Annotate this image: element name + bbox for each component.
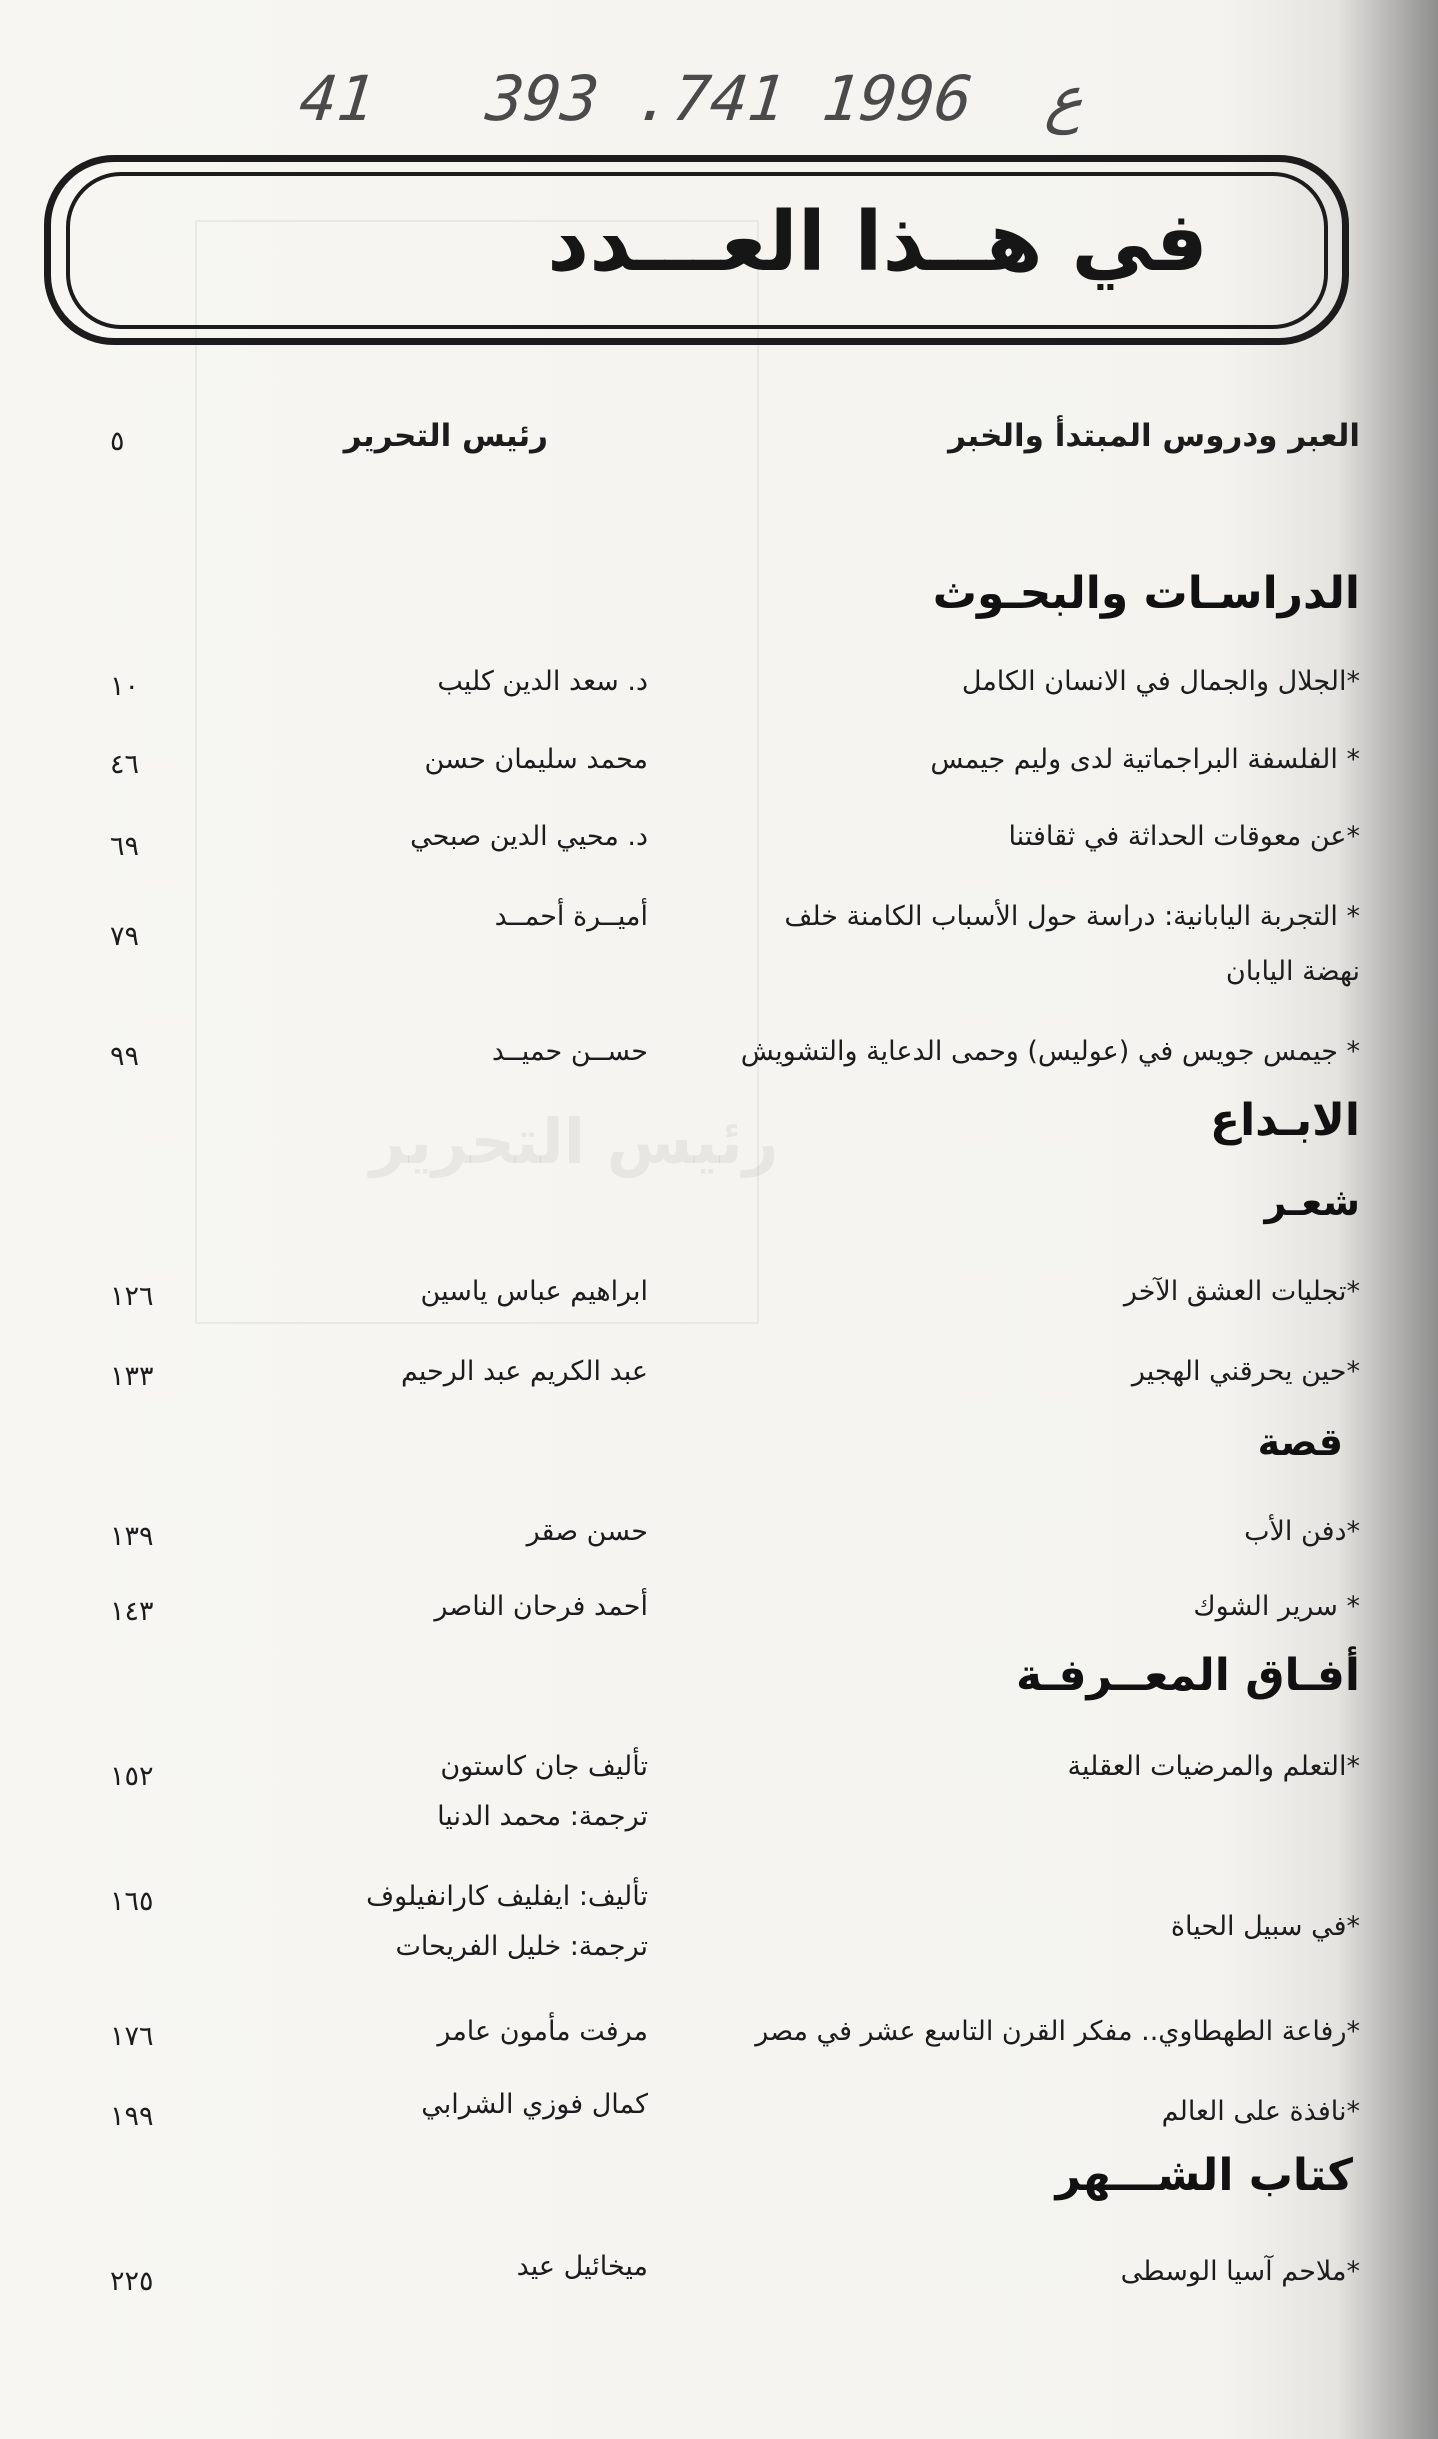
toc-entry-title-continuation: نهضة اليابان <box>1225 956 1360 987</box>
toc-entry-author: حســن حميــد <box>491 1036 648 1067</box>
toc-entry-author: محمد سليمان حسن <box>424 744 648 775</box>
toc-entry-author: د. محيي الدين صبحي <box>410 821 648 852</box>
banner-title: في هــذا العـــدد <box>547 195 1208 290</box>
toc-entry-translator: ترجمة: خليل الفريحات <box>395 1931 648 1962</box>
toc-entry-title: *في سبيل الحياة <box>1170 1911 1360 1942</box>
toc-entry-title: * سرير الشوك <box>1193 1591 1360 1622</box>
toc-entry-page: ٦٩ <box>110 831 140 862</box>
editorial-page: ٥ <box>110 426 125 457</box>
toc-entry-author: كمال فوزي الشرابي <box>421 2089 648 2120</box>
section-heading-creativity: الابـداع <box>1210 1095 1360 1146</box>
toc-entry-page: ١٣٣ <box>110 1361 154 1392</box>
toc-entry-title: *تجليات العشق الآخر <box>1123 1276 1360 1307</box>
toc-entry-translator: ترجمة: محمد الدنيا <box>437 1801 648 1832</box>
toc-entry-title: * الفلسفة البراجماتية لدى وليم جيمس <box>930 744 1360 775</box>
toc-entry-title: *حين يحرقني الهجير <box>1131 1356 1360 1387</box>
toc-entry-title: *رفاعة الطهطاوي.. مفكر القرن التاسع عشر في مصر <box>755 2016 1360 2047</box>
toc-entry-title: * جيمس جويس في (عوليس) وحمى الدعاية والتشويش <box>740 1036 1360 1067</box>
toc-entry-page: ٢٢٥ <box>110 2266 154 2297</box>
toc-entry-author: ميخائيل عيد <box>516 2251 648 2282</box>
toc-entry-author: د. سعد الدين كليب <box>437 666 648 697</box>
subsection-heading-story: قصة <box>1257 1420 1343 1464</box>
section-heading-book: كتاب الشـــهر <box>1055 2150 1353 2201</box>
toc-entry-title: *التعلم والمرضيات العقلية <box>1067 1751 1360 1782</box>
toc-entry-page: ١٤٣ <box>110 1596 154 1627</box>
toc-entry-title: *دفن الأب <box>1244 1516 1360 1547</box>
section-heading-studies: الدراسـات والبحـوث <box>932 568 1360 619</box>
subsection-heading-poetry: شعـر <box>1264 1180 1360 1224</box>
toc-entry-author: ابراهيم عباس ياسين <box>420 1276 648 1307</box>
toc-entry-page: ١٢٦ <box>110 1281 154 1312</box>
toc-entry-page: ١٣٩ <box>110 1521 154 1552</box>
toc-entry-page: ٧٩ <box>110 921 140 952</box>
toc-entry-author: حسن صقر <box>526 1516 648 1547</box>
toc-entry-page: ٩٩ <box>110 1041 140 1072</box>
toc-entry-author: أحمد فرحان الناصر <box>434 1591 648 1622</box>
show-through-heading: رئيس التحرير <box>370 1105 779 1178</box>
toc-entry-author: أميــرة أحمــد <box>494 901 648 932</box>
editorial-title: العبر ودروس المبتدأ والخبر <box>948 418 1360 454</box>
editorial-author: رئيس التحرير <box>343 418 548 454</box>
toc-entry-page: ١٠ <box>110 671 140 702</box>
toc-entry-page: ١٦٥ <box>110 1886 154 1917</box>
toc-entry-author: مرفت مأمون عامر <box>437 2016 648 2047</box>
toc-entry-page: ٤٦ <box>110 749 140 780</box>
toc-entry-title: *الجلال والجمال في الانسان الكامل <box>961 666 1360 697</box>
toc-entry-title: *نافذة على العالم <box>1161 2096 1360 2127</box>
section-heading-knowledge: أفـاق المعــرفـة <box>1015 1650 1360 1701</box>
toc-entry-title: *ملاحم آسيا الوسطى <box>1120 2256 1360 2287</box>
toc-entry-author: عبد الكريم عبد الرحيم <box>400 1356 648 1387</box>
toc-entry-page: ١٥٢ <box>110 1761 154 1792</box>
toc-entry-page: ١٧٦ <box>110 2021 154 2052</box>
toc-entry-title: * التجربة اليابانية: دراسة حول الأسباب الكامنة خلف <box>784 901 1360 932</box>
toc-entry-author: تأليف جان كاستون <box>440 1751 648 1782</box>
toc-entry-page: ١٩٩ <box>110 2101 154 2132</box>
handwritten-catalog-number: 41 393 .ع 1996 741 <box>296 62 1088 135</box>
toc-entry-author: تأليف: ايفليف كارانفيلوف <box>366 1881 648 1912</box>
toc-entry-title: *عن معوقات الحداثة في ثقافتنا <box>1008 821 1360 852</box>
